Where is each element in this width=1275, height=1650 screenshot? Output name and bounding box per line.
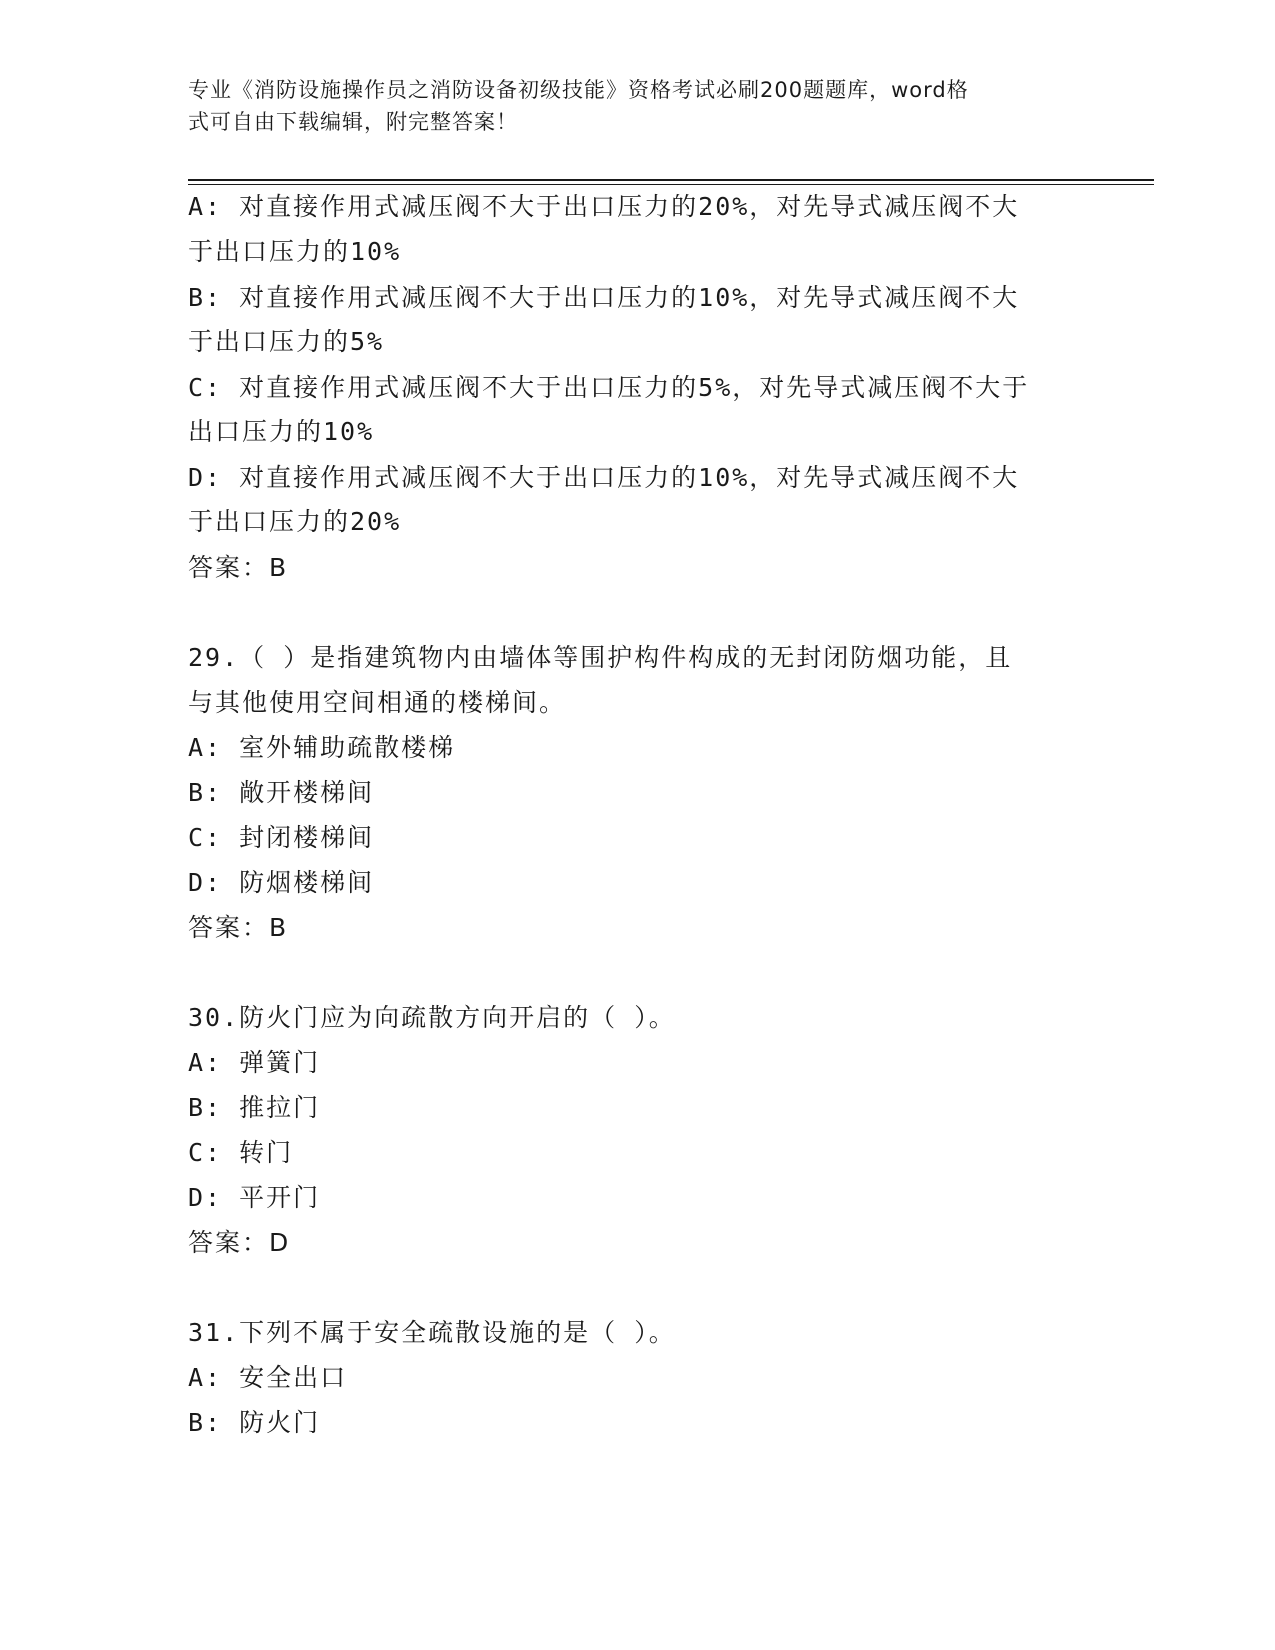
q28-option-a-cont: 于出口压力的10% [188,237,402,266]
q28-answer: 答案：B [188,553,289,582]
q30-answer: 答案：D [188,1228,291,1257]
q29-option-a: A: 室外辅助疏散楼梯 [188,733,456,762]
header-divider [188,179,1154,181]
q29-answer: 答案：B [188,913,289,942]
q28-option-a: A: 对直接作用式减压阀不大于出口压力的20%，对先导式减压阀不大 [188,192,1020,221]
q30-option-c: C: 转门 [188,1138,294,1167]
q28-option-c-cont: 出口压力的10% [188,417,375,446]
header-divider-thin [188,184,1154,185]
q30-stem: 30.防火门应为向疏散方向开启的（ ）。 [188,1003,676,1032]
document-header [188,74,1088,138]
q29-stem-cont: 与其他使用空间相通的楼梯间。 [188,688,567,717]
q28-option-b-cont: 于出口压力的5% [188,327,385,356]
q29-stem: 29.（ ）是指建筑物内由墙体等围护构件构成的无封闭防烟功能，且 [188,643,1013,672]
q31-stem: 31.下列不属于安全疏散设施的是（ ）。 [188,1318,676,1347]
q31-option-a: A: 安全出口 [188,1363,348,1392]
q30-option-a: A: 弹簧门 [188,1048,321,1077]
q28-option-d-cont: 于出口压力的20% [188,507,402,536]
q28-option-c: C: 对直接作用式减压阀不大于出口压力的5%，对先导式减压阀不大于 [188,373,1030,402]
q29-option-b: B: 敞开楼梯间 [188,778,375,807]
header-line-1: 专业《消防设施操作员之消防设备初级技能》资格考试必刷200题题库，word格 [188,78,969,102]
q28-option-b: B: 对直接作用式减压阀不大于出口压力的10%，对先导式减压阀不大 [188,283,1020,312]
q28-option-d: D: 对直接作用式减压阀不大于出口压力的10%，对先导式减压阀不大 [188,463,1020,492]
q30-option-b: B: 推拉门 [188,1093,321,1122]
q29-option-c: C: 封闭楼梯间 [188,823,375,852]
q31-option-b: B: 防火门 [188,1408,321,1437]
header-line-2: 式可自由下载编辑，附完整答案！ [188,110,518,134]
q29-option-d: D: 防烟楼梯间 [188,868,375,897]
q30-option-d: D: 平开门 [188,1183,321,1212]
